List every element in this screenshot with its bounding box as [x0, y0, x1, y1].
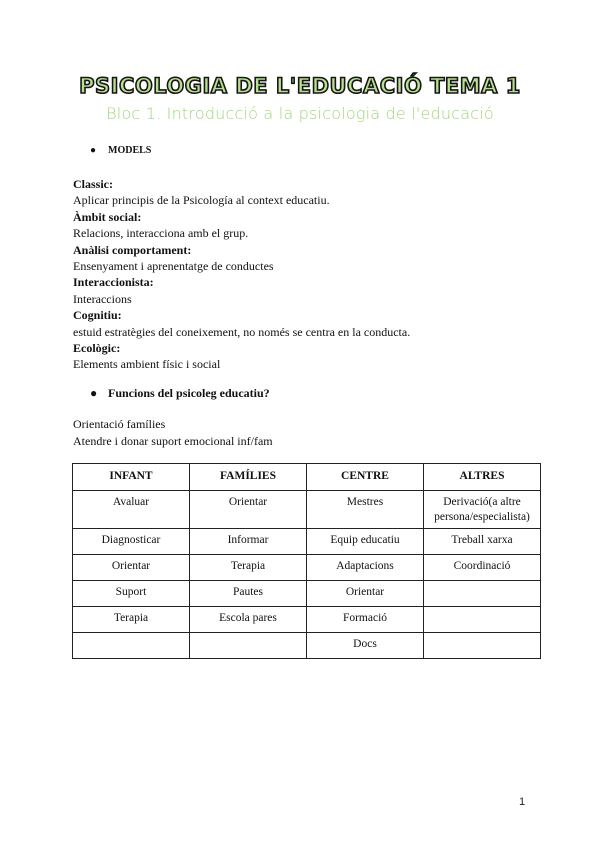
model-desc: estuid estratègies del coneixement, no només se centra en la conducta.: [73, 324, 411, 339]
models-list: [73, 176, 410, 373]
table-header-cell: INFANT: [73, 464, 190, 491]
table-header-row: [73, 464, 541, 491]
page-number: 1: [519, 796, 526, 808]
funcions-lines: [73, 416, 273, 449]
models-heading: MODELS: [108, 145, 152, 156]
table-row: [73, 633, 541, 659]
model-desc: Aplicar principis de la Psicología al context educatiu.: [73, 193, 330, 208]
bullet-icon: ●: [90, 145, 97, 156]
models-bullet-heading: [90, 145, 151, 156]
table-row: [73, 529, 541, 555]
table-cell: Suport: [73, 581, 190, 607]
table-cell: Orientar: [307, 581, 424, 607]
table-cell: Terapia: [190, 555, 307, 581]
table-cell: Terapia: [73, 607, 190, 633]
table-cell: Diagnosticar: [73, 529, 190, 555]
model-term: Classic:: [73, 177, 113, 191]
model-term: Ecològic:: [73, 341, 121, 356]
table-cell: Avaluar: [73, 491, 190, 529]
table-cell: Equip educatiu: [307, 529, 424, 555]
bullet-icon: ●: [90, 386, 98, 400]
table-cell: [73, 633, 190, 659]
table-cell: Derivació(a altre persona/especialista): [424, 491, 541, 529]
table-cell: Adaptacions: [307, 555, 424, 581]
table-header-cell: FAMÍLIES: [190, 464, 307, 491]
table-cell: Escola pares: [190, 607, 307, 633]
table-row: [73, 607, 541, 633]
table-cell: Coordinació: [424, 555, 541, 581]
model-term: Àmbit social:: [73, 209, 142, 224]
funcions-bullet-heading: [90, 386, 270, 401]
table-cell: Treball xarxa: [424, 529, 541, 555]
table-cell: [424, 581, 541, 607]
table-cell: Informar: [190, 529, 307, 555]
table-cell: Docs: [307, 633, 424, 659]
model-desc: Ensenyament i aprenentatge de conductes: [73, 259, 274, 274]
model-term: Interaccionista:: [73, 275, 154, 290]
model-term: Anàlisi comportament:: [73, 242, 192, 257]
model-term: Cognitiu:: [73, 308, 122, 323]
functions-table: [72, 463, 541, 659]
table-cell: Mestres: [307, 491, 424, 529]
funcions-line: Atendre i donar suport emocional inf/fam: [73, 433, 273, 448]
model-desc: Relacions, interacciona amb el grup.: [73, 226, 249, 241]
table-header-cell: CENTRE: [307, 464, 424, 491]
model-desc: Interaccions: [73, 291, 132, 306]
funcions-line: Orientació famílies: [73, 417, 166, 431]
table-row: [73, 491, 541, 529]
table-cell: Orientar: [190, 491, 307, 529]
table-row: [73, 581, 541, 607]
table-row: [73, 555, 541, 581]
table-cell: [424, 607, 541, 633]
funcions-heading: Funcions del psicoleg educatiu?: [108, 386, 270, 400]
table-cell: [190, 633, 307, 659]
model-desc: Elements ambient físic i social: [73, 357, 221, 372]
table-cell: Formació: [307, 607, 424, 633]
document-title: PSICOLOGIA DE L'EDUCACIÓ TEMA 1: [79, 74, 521, 98]
document-subtitle: Bloc 1. Introducció a la psicologia de l'educació: [106, 104, 494, 123]
table-cell: [424, 633, 541, 659]
table-cell: Pautes: [190, 581, 307, 607]
table-cell: Orientar: [73, 555, 190, 581]
table-header-cell: ALTRES: [424, 464, 541, 491]
